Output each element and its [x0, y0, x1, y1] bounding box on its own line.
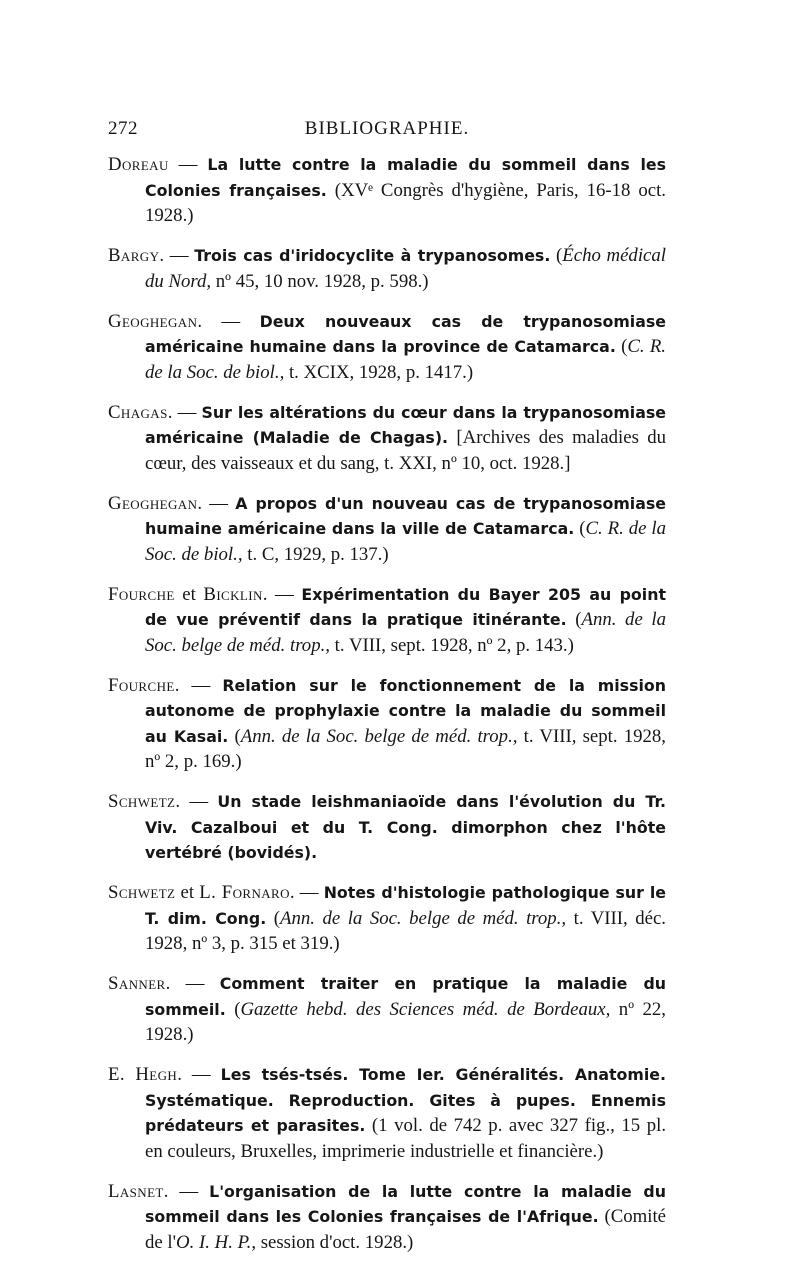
entry-source: ( [550, 245, 563, 266]
entry-source: [Archives des maladies du cœur, des vaisseaux et du sang, t. XXI, nº 10, oct. 1928.] [145, 427, 666, 474]
entry-source: (1 vol. de 742 p. avec 327 fig., 15 pl. en couleurs, Bruxelles, imprimerie industrielle et financière.) [145, 1115, 667, 1162]
entry-title: Relation sur le fonctionnement de la mission autonome de prophylaxie contre la maladie du sommeil au Kasai. [145, 675, 666, 746]
entry-source: ( [228, 725, 241, 747]
entry-dash: . — [289, 882, 324, 903]
entry-author: Geoghegan [108, 310, 198, 332]
page [108, 118, 666, 1270]
entry-source-journal: O. I. H. P., [176, 1231, 257, 1253]
running-title: BIBLIOGRAPHIE. [304, 118, 470, 139]
entry-source: nº 45, 10 nov. 1928, p. 598.) [211, 270, 429, 292]
entry-author: Lasnet [108, 1180, 164, 1202]
entry-title: Les tsés-tsés. Tome Ier. Généralités. Anatomie. Systématique. Reproduction. Gites à pupes. Ennemis prédateurs et parasites. [145, 1065, 666, 1135]
entry-dash: . — [197, 492, 236, 514]
entry-author: Chagas [108, 401, 168, 423]
entry-source: t. VIII, sept. 1928, nº 2, p. 143.) [329, 634, 574, 656]
entry-source: ( [266, 907, 280, 929]
bibliography-entry [108, 971, 666, 1048]
entry-source: (XVᵉ Congrès d'hygiène, Paris, 16-18 oct. 1928.) [145, 179, 666, 226]
entry-source: session d'oct. 1928.) [256, 1231, 414, 1253]
entry-title: Expérimentation du Bayer 205 au point de vue préventif dans la pratique itinérante. [145, 584, 666, 629]
entry-author: Schwetz [108, 791, 176, 812]
bibliography-entry [108, 309, 666, 386]
entry-title: Sur les altérations du cœur dans la trypanosomiase américaine (Maladie de Chagas). [145, 402, 666, 447]
page-number: 272 [108, 118, 138, 139]
entry-source-journal: Ann. de la Soc. belge de méd. trop., [145, 609, 666, 656]
bibliography-entry [108, 243, 666, 294]
bibliography-entry [108, 673, 666, 775]
entry-dash: . — [177, 1064, 221, 1085]
entry-author: Geoghegan [108, 492, 198, 514]
entry-author-second: Bicklin [203, 583, 263, 605]
bibliography-entry [108, 491, 666, 568]
entry-source: t. C, 1929, p. 137.) [242, 543, 389, 565]
entry-source: (Comité de l' [145, 1206, 667, 1253]
running-head [108, 118, 666, 146]
entry-source-journal: Ann. de la Soc. belge de méd. trop., [279, 907, 567, 929]
entry-source-journal: Gazette hebd. des Sciences méd. de Bordeaux, [240, 998, 611, 1020]
bibliography-entry [108, 1179, 666, 1256]
entry-connector: et [174, 583, 204, 605]
entry-dash: . — [175, 791, 218, 812]
entry-author: Fourche [108, 674, 175, 696]
entry-dash: . — [165, 973, 220, 994]
entry-author: Doreau [108, 154, 169, 175]
entry-source-journal: Écho médical du Nord, [145, 245, 666, 292]
entry-dash: . — [174, 674, 223, 696]
entry-source-journal: Ann. de la Soc. belge de méd. trop., [240, 725, 518, 747]
entry-dash: . — [167, 401, 202, 423]
entry-author-second: L. Fornaro [199, 882, 290, 903]
entry-dash: . — [159, 245, 195, 266]
entry-title: Notes d'histologie pathologique sur le T. dim. Cong. [145, 883, 667, 928]
entry-source-journal: C. R. de la Soc. de biol., [145, 336, 666, 383]
entry-source: ( [615, 336, 628, 357]
entry-source: t. XCIX, 1928, p. 1417.) [284, 361, 474, 383]
entry-source: ( [225, 998, 241, 1020]
bibliography-entry [108, 1062, 666, 1164]
entry-source: ( [566, 609, 582, 630]
entry-author: Sanner [108, 973, 166, 994]
entry-title: A propos d'un nouveau cas de trypanosomiase humaine américaine dans la ville de Catamarca. [145, 493, 666, 538]
entry-source: t. VIII, déc. 1928, nº 3, p. 315 et 319.) [145, 907, 666, 954]
entry-source: nº 22, 1928.) [145, 998, 666, 1045]
entry-title: Trois cas d'iridocyclite à trypanosomes. [194, 246, 551, 265]
entry-source: ( [574, 518, 586, 539]
entry-dash: . — [197, 310, 260, 332]
entry-author: E. Hegh [108, 1064, 178, 1085]
entry-title: Un stade leishmaniaoïde dans l'évolution du Tr. Viv. Cazalboui et du T. Cong. dimorphon chez l'hôte vertébré (bovidés). [145, 792, 666, 862]
entry-title: Comment traiter en pratique la maladie du sommeil. [145, 974, 666, 1019]
entry-author: Schwetz [108, 882, 176, 903]
entry-author: Bargy [108, 245, 160, 266]
entry-dash: — [168, 154, 208, 175]
entry-source: t. VIII, sept. 1928, nº 2, p. 169.) [145, 725, 666, 772]
entry-title: L'organisation de la lutte contre la maladie du sommeil dans les Colonies françaises de l'Afrique. [145, 1181, 666, 1226]
entry-title: Deux nouveaux cas de trypanosomiase américaine humaine dans la province de Catamarca. [145, 311, 666, 356]
entry-source-journal: C. R. de la Soc. de biol., [145, 518, 667, 565]
entry-dash: . — [262, 583, 302, 605]
bibliography-entry [108, 152, 666, 229]
entry-title: La lutte contre la maladie du sommeil dans les Colonies françaises. [145, 155, 667, 200]
bibliography-entry [108, 789, 666, 866]
bibliography-entry [108, 880, 666, 957]
entry-dash: . — [163, 1180, 210, 1202]
bibliography-entry [108, 400, 666, 477]
entry-author: Fourche [108, 583, 175, 605]
entry-connector: et [175, 882, 200, 903]
bibliography-entry [108, 582, 666, 659]
